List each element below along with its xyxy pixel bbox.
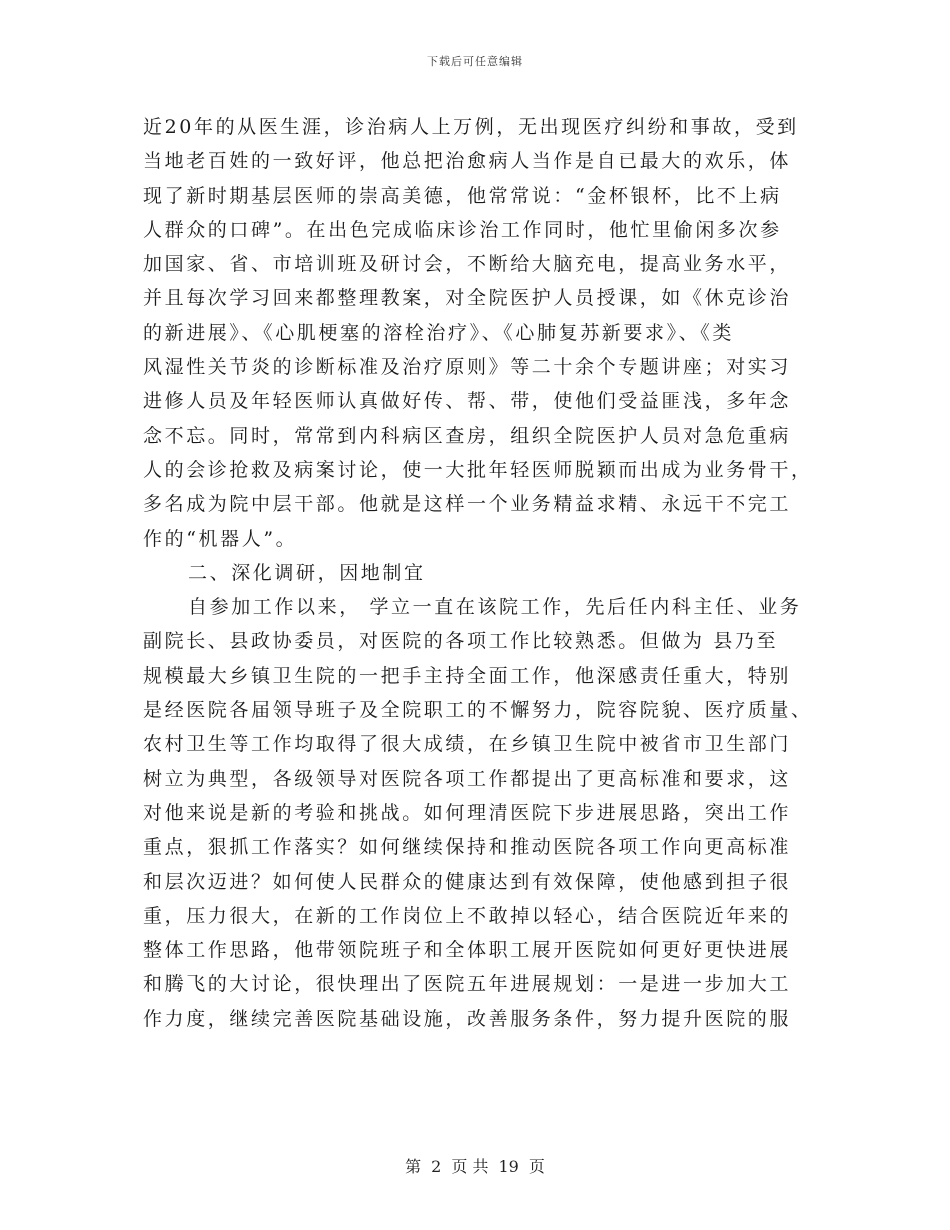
body-line: 整体工作思路，他带领院班子和全体职工展开医院如何更好更快进展 (143, 939, 792, 962)
body-line: 自参加工作以来， 学立一直在该院工作，先后任内科主任、业务 (188, 596, 802, 619)
body-line: 念不忘。同时，常常到内科病区查房，组织全院医护人员对急危重病 (143, 424, 792, 447)
body-line: 近20年的从医生涯，诊治病人上万例，无出现医疗纠纷和事故，受到 (143, 116, 799, 138)
body-line: 和层次迈进？如何使人民群众的健康达到有效保障，使他感到担子很 (143, 870, 792, 893)
footer-suffix: 页 (528, 1157, 545, 1176)
body-line: 规模最大乡镇卫生院的一把手主持全面工作，他深感责任重大，特别 (143, 664, 792, 687)
footer-prefix: 第 (405, 1157, 422, 1176)
body-line: 当地老百姓的一致好评，他总把治愈病人当作是自已最大的欢乐，体 (143, 150, 792, 173)
body-line: 人群众的口碑”。在出色完成临床诊治工作同时，他忙里偷闲多次参 (143, 218, 782, 241)
section-heading: 二、深化调研，因地制宜 (188, 561, 426, 584)
body-line: 现了新时期基层医师的崇高美德，他常常说：“金杯银杯，比不上病 (143, 184, 782, 207)
body-line: 重，压力很大，在新的工作岗位上不敢掉以轻心，结合医院近年来的 (143, 904, 792, 927)
body-line: 人的会诊抢救及病案讨论，使一大批年轻医师脱颖而出成为业务骨干， (143, 458, 813, 481)
body-line: 并且每次学习回来都整理教案，对全院医护人员授课，如《休克诊治 (143, 287, 792, 310)
body-line: 的新进展》、《心肌梗塞的溶栓治疗》、《心肺复苏新要求》、《类 (143, 321, 735, 344)
body-line: 树立为典型，各级领导对医院各项工作都提出了更高标准和要求，这 (143, 767, 792, 790)
body-line: 和腾飞的大讨论，很快理出了医院五年进展规划：一是进一步加大工 (143, 973, 792, 996)
page-header-note: 下载后可任意编辑 (427, 55, 523, 68)
total-pages: 19 (498, 1157, 519, 1176)
body-line: 多名成为院中层干部。他就是这样一个业务精益求精、永远干不完工 (143, 493, 792, 516)
page-footer (0, 1154, 950, 1177)
body-line: 进修人员及年轻医师认真做好传、帮、带，使他们受益匪浅，多年念 (143, 390, 792, 413)
body-line: 副院长、县政协委员，对医院的各项工作比较熟悉。但做为 县乃至 (143, 630, 779, 653)
body-line: 作的“机器人”。 (143, 527, 298, 550)
body-line: 对他来说是新的考验和挑战。如何理清医院下步进展思路，突出工作 (143, 801, 792, 824)
body-line: 加国家、省、市培训班及研讨会，不断给大脑充电，提高业务水平， (143, 253, 792, 276)
body-line: 作力度，继续完善医院基础设施，改善服务条件，努力提升医院的服 (143, 1007, 792, 1030)
body-line: 重点，狠抓工作落实？如何继续保持和推动医院各项工作向更高标准 (143, 836, 792, 859)
body-line: 风湿性关节炎的诊断标准及治疗原则》等二十余个专题讲座；对实习 (143, 356, 792, 379)
body-line: 农村卫生等工作均取得了很大成绩，在乡镇卫生院中被省市卫生部门 (143, 733, 792, 756)
footer-middle: 页 共 (451, 1157, 489, 1176)
document-body (143, 110, 813, 1036)
page-number: 2 (431, 1157, 442, 1176)
body-line: 是经医院各届领导班子及全院职工的不懈努力，院容院貌、医疗质量、 (143, 699, 813, 722)
